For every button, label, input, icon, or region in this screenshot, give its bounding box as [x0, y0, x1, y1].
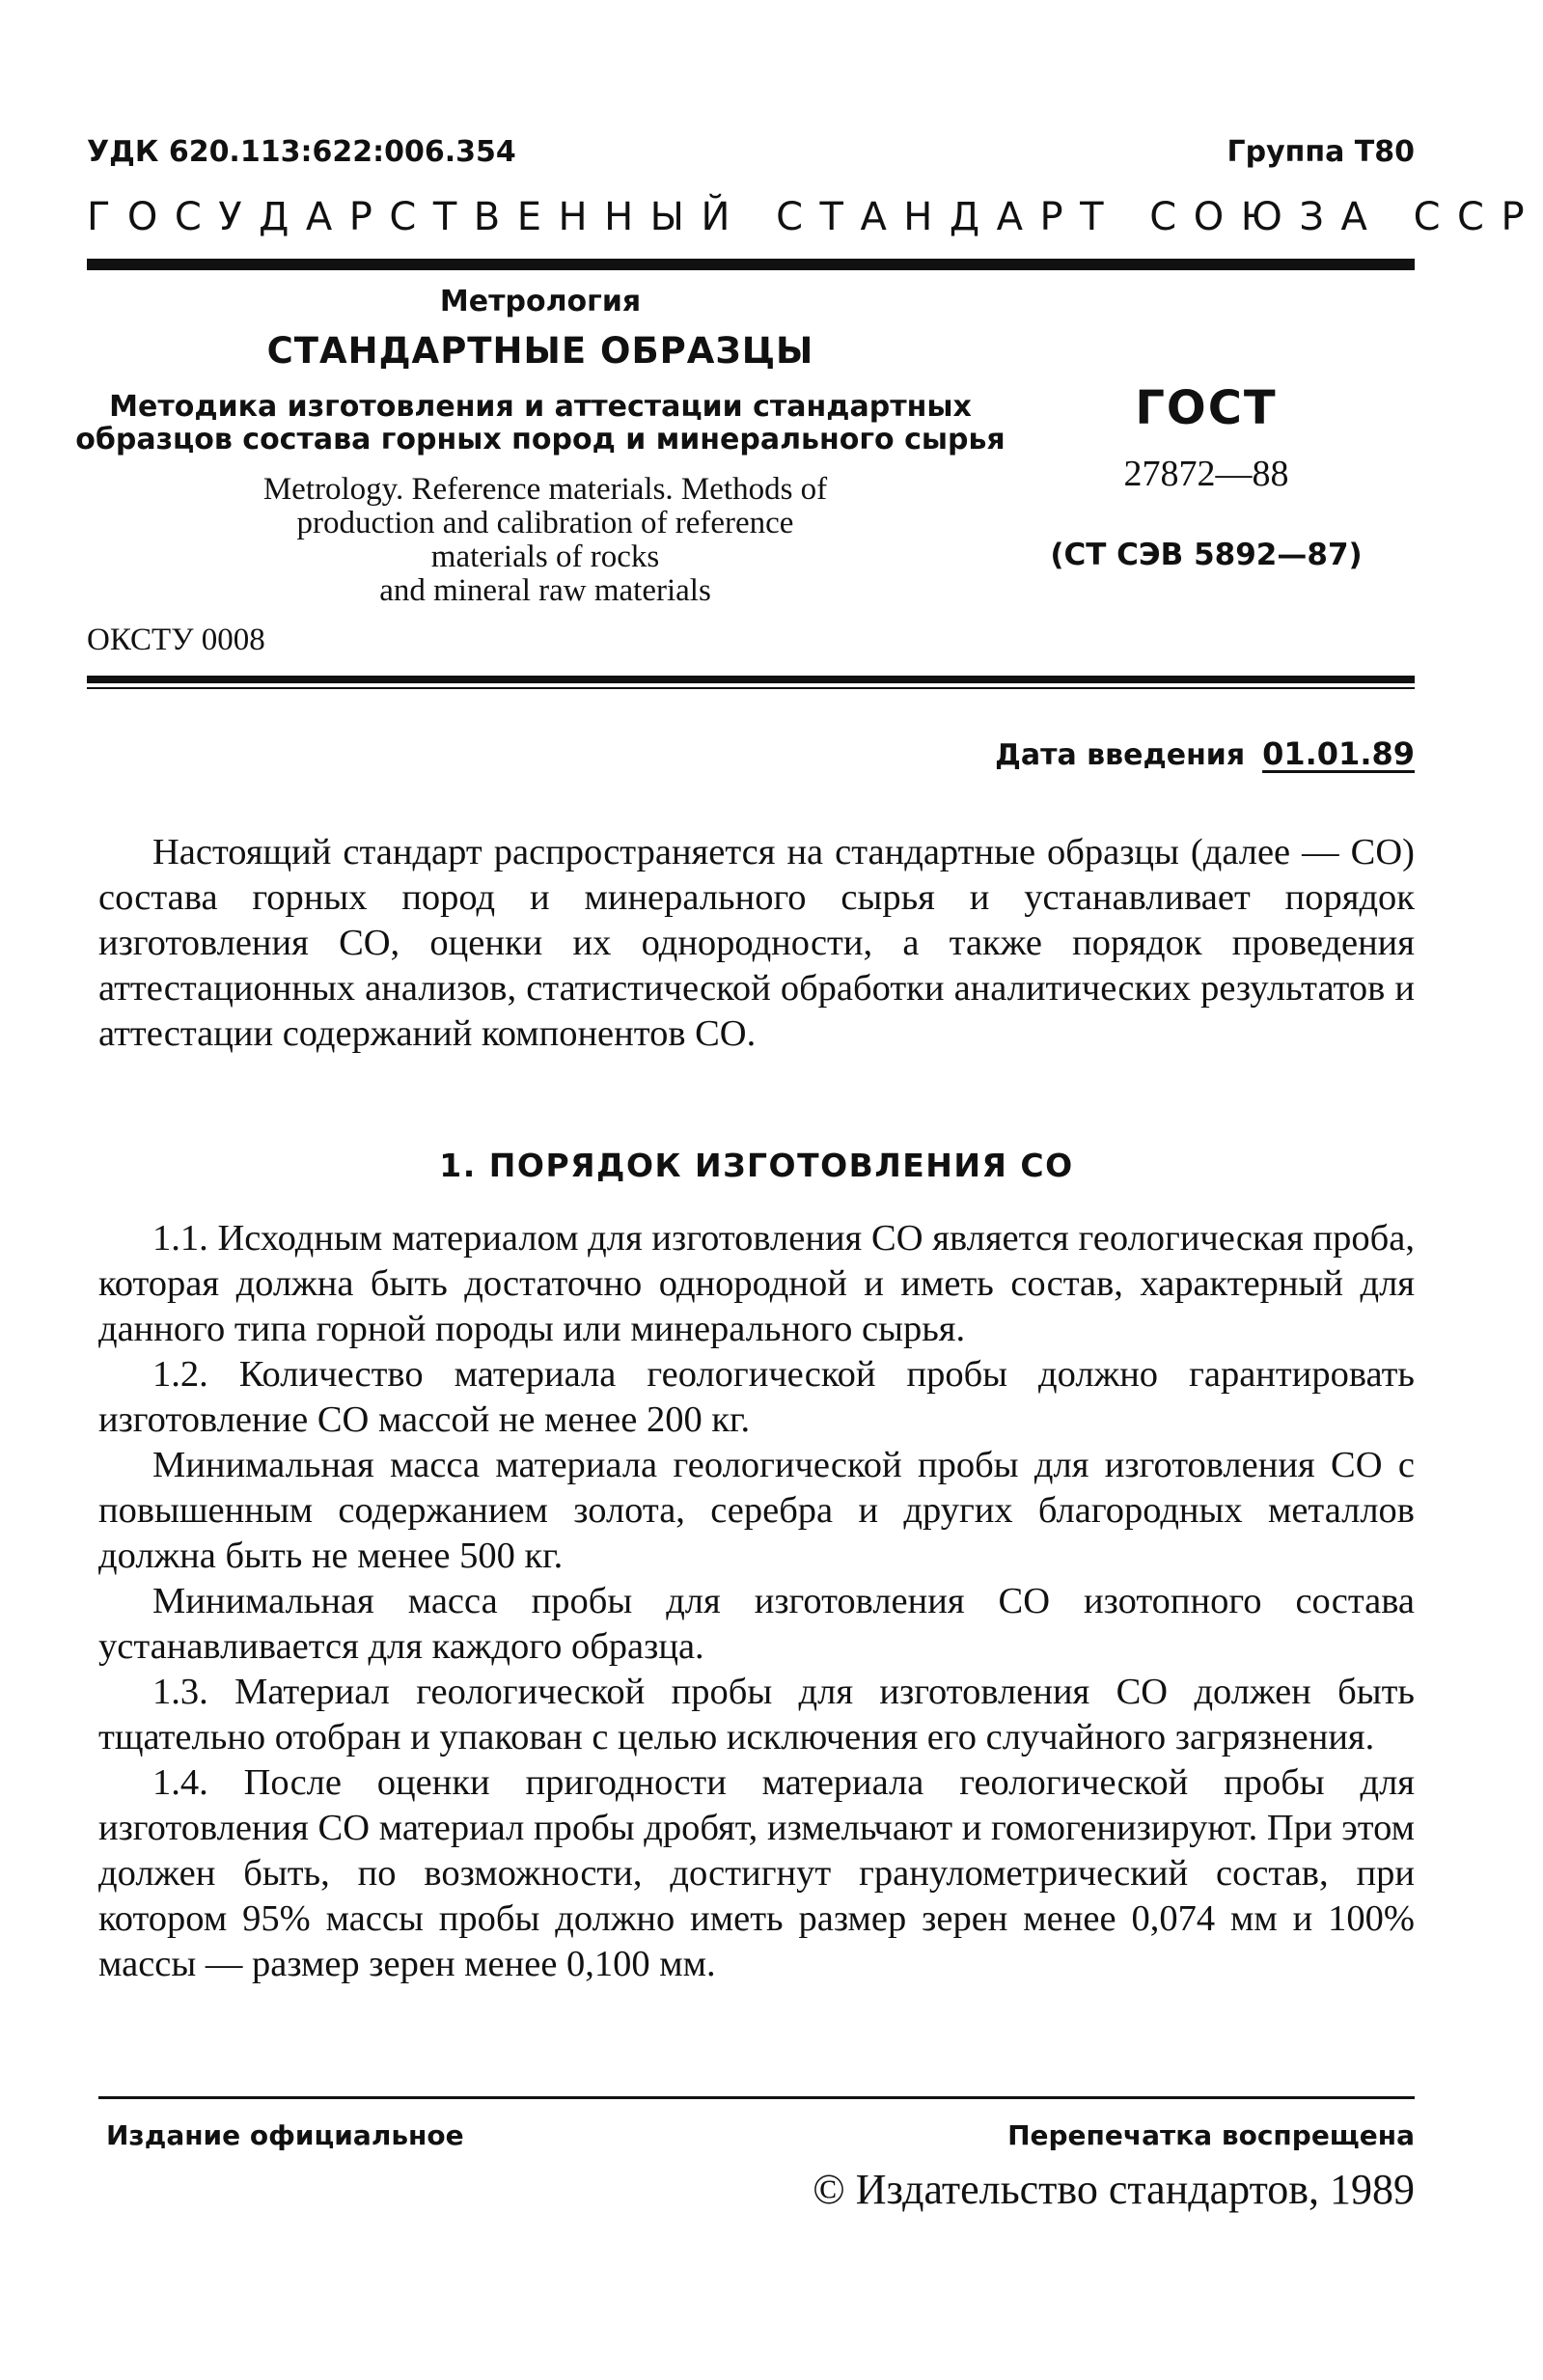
gost-number: 27872—88: [1123, 454, 1289, 494]
publisher-copyright: © Издательство стандартов, 1989: [813, 2166, 1415, 2213]
reprint-notice: Перепечатка воспрещена: [1007, 2119, 1415, 2151]
english-subtitle-line: Metrology. Reference materials. Methods of: [262, 472, 828, 507]
english-subtitle-line: materials of rocks: [430, 540, 660, 574]
effective-date: [995, 735, 1415, 772]
russian-subtitle-line: Методика изготовления и аттестации стандартных: [109, 390, 972, 424]
paragraph: 1.3. Материал геологической пробы для изготовления СО должен быть тщательно отобран и упакован с целью исключения его случайного загрязнения.: [98, 1672, 1415, 1757]
state-standard-banner: ГОСУДАРСТВЕННЫЙ СТАНДАРТ СОЮЗА ССР: [87, 195, 1542, 239]
russian-subtitle: [68, 391, 1013, 457]
paragraph: Минимальная масса пробы для изготовления СО изотопного состава устанавливается для каждого образца.: [98, 1581, 1415, 1667]
english-subtitle-line: production and calibration of reference: [296, 506, 794, 540]
english-subtitle-line: and mineral raw materials: [379, 573, 711, 608]
english-subtitle: [164, 473, 926, 608]
intro-paragraph: [98, 830, 1415, 1057]
paragraph: 1.2. Количество материала геологической пробы должно гарантировать изготовление СО массой не менее 200 кг.: [98, 1354, 1415, 1440]
udk-code: УДК 620.113:622:006.354: [87, 135, 516, 169]
effective-date-value: 01.01.89: [1262, 735, 1415, 772]
title-divider-thin: [87, 687, 1415, 689]
paragraph: 1.1. Исходным материалом для изготовления СО является геологическая проба, которая должна быть достаточно однородной и иметь состав, характерный для данного типа горной породы или минерального сырья.: [98, 1218, 1415, 1349]
main-title: СТАНДАРТНЫЕ ОБРАЗЦЫ: [266, 330, 814, 372]
gost-designation: [1013, 381, 1399, 572]
footer-divider: [98, 2096, 1415, 2099]
gost-label: ГОСТ: [1135, 381, 1278, 435]
title-divider: [87, 676, 1415, 683]
paragraph: 1.4. После оценки пригодности материала геологической пробы для изготовления СО материал пробы дробят, измельчают и гомогенизируют. При этом должен быть, по возможности, достигнут гранулометрический состав, при котором 95% массы пробы должно иметь размер зерен менее 0,074 мм и 100% массы — размер зерен менее 0,100 мм.: [98, 1762, 1415, 1984]
official-edition: Издание официальное: [106, 2119, 464, 2151]
russian-subtitle-line: образцов состава горных пород и минерального сырья: [75, 423, 1006, 457]
paragraph: Минимальная масса материала геологической пробы для изготовления СО с повышенным содержанием золота, серебра и других благородных металлов должна быть не менее 500 кг.: [98, 1445, 1415, 1576]
header-divider: [87, 259, 1415, 270]
effective-date-label: Дата введения: [995, 738, 1246, 772]
intro-text: Настоящий стандарт распространяется на стандартные образцы (далее — СО) состава горных пород и минерального сырья и устанавливает порядок изготовления СО, оценки их однородности, а также порядок проведения аттестационных анализов, статистической обработки аналитических результатов и аттестации содержаний компонентов СО.: [98, 832, 1415, 1054]
section-body: [98, 1216, 1415, 1987]
group-code: Группа Т80: [1226, 135, 1415, 169]
section-heading: 1. ПОРЯДОК ИЗГОТОВЛЕНИЯ СО: [439, 1147, 1074, 1184]
okstu-code: ОКСТУ 0008: [87, 623, 265, 657]
cmea-number: (СТ СЭВ 5892—87): [1050, 538, 1363, 572]
category-title: Метрология: [439, 285, 642, 318]
